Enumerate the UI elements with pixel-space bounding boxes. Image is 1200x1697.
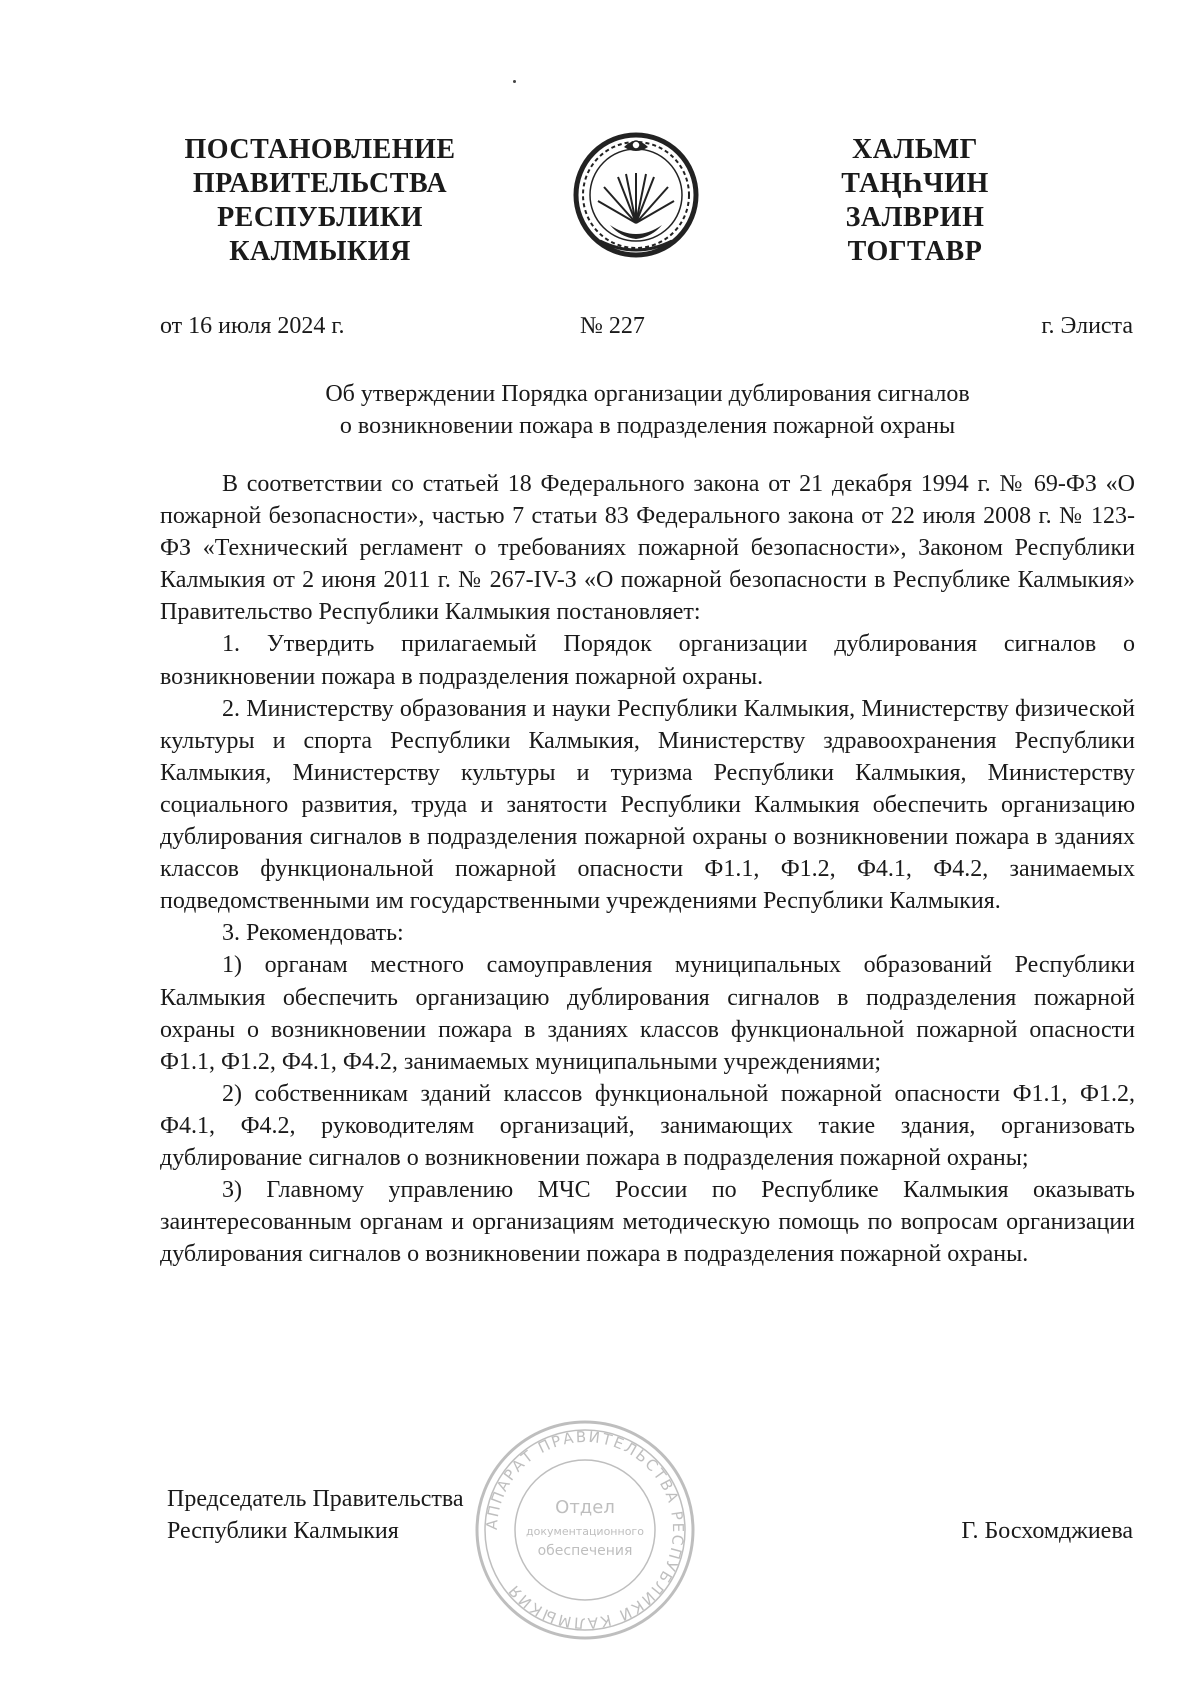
signature-position-line: Республики Калмыкия — [167, 1518, 399, 1544]
header-right-line: ХАЛЬМГ — [852, 134, 978, 165]
header-left-line: ПРАВИТЕЛЬСТВА — [192, 168, 448, 199]
header-kalmyk — [810, 133, 1020, 269]
scan-artifact — [513, 80, 516, 83]
header-russian — [170, 133, 470, 269]
paragraph-item-1: 1. Утвердить прилагаемый Порядок организации дублирования сигналов о возникновении пожара в подразделения пожарной охраны. — [160, 631, 1135, 690]
paragraph-subitem-1: 1) органам местного самоуправления муниципальных образований Республики Калмыкия обеспечить организацию дублирования сигналов в подразделения пожарной охраны о возникновении пожара в зданиях классов функциональной пожарной опасности Ф1.1, Ф1.2, Ф4.1, Ф4.2, занимаемых муниципальными учреждениями; — [160, 952, 1135, 1075]
document-date: от 16 июля 2024 г. — [160, 313, 345, 339]
stamp-center-line: Отдел — [555, 1497, 615, 1518]
office-stamp — [470, 1415, 700, 1645]
paragraph-subitem-2: 2) собственникам зданий классов функциональной пожарной опасности Ф1.1, Ф1.2, Ф4.1, Ф4.2, руководителям организаций, занимающих такие здания, организовать дублирование сигналов о возникновении пожара в подразделения пожарной охраны; — [160, 1080, 1135, 1171]
signature-name: Г. Босхомджиева — [961, 1518, 1133, 1544]
stamp-center-line: документационного — [526, 1525, 644, 1538]
header-right-line: ТОГТАВР — [847, 236, 983, 267]
paragraph-item-3: 3. Рекомендовать: — [222, 920, 404, 947]
header-right-line: ЗАЛВРИН — [845, 202, 985, 233]
header-right-line: ТАҢҺЧИН — [841, 168, 989, 199]
paragraph-item-2: 2. Министерству образования и науки Республики Калмыкия, Министерству физической культуры и спорта Республики Калмыкия, Министерству здравоохранения Республики Калмыкия, Министерству культуры и туризма Республики Калмыкия, Министерству социального развития, труда и занятости Республики Калмыкия обеспечить организацию дублирования сигналов в подразделения пожарной охраны о возникновении пожара в зданиях классов функциональной пожарной опасности Ф1.1, Ф1.2, Ф4.1, Ф4.2, занимаемых подведомственными им государственными учреждениями Республики Калмыкия. — [160, 695, 1135, 915]
header-left-line: ПОСТАНОВЛЕНИЕ — [184, 134, 456, 165]
signature-position-line: Председатель Правительства — [167, 1486, 464, 1512]
document-body — [160, 468, 1135, 1270]
title-line: о возникновении пожара в подразделения пожарной охраны — [339, 413, 956, 439]
paragraph-subitem-3: 3) Главному управлению МЧС России по Республике Калмыкия оказывать заинтересованным органам и организациям методическую помощь по вопросам организации дублирования сигналов о возникновении пожара в подразделения пожарной охраны. — [160, 1177, 1135, 1268]
header-left-line: РЕСПУБЛИКИ — [217, 202, 423, 233]
document-city: г. Элиста — [1041, 313, 1133, 339]
signature-position — [167, 1483, 464, 1547]
stamp-ring-text: АППАРАТ ПРАВИТЕЛЬСТВА РЕСПУБЛИКИ КАЛМЫКИЯ — [482, 1427, 688, 1633]
document-number: № 227 — [580, 313, 645, 339]
coat-of-arms-emblem — [570, 125, 702, 260]
stamp-center-line: обеспечения — [537, 1543, 633, 1559]
header-left-line: КАЛМЫКИЯ — [229, 236, 411, 267]
document-title — [160, 378, 1135, 442]
title-line: Об утверждении Порядка организации дублирования сигналов — [325, 381, 970, 407]
paragraph-preamble: В соответствии со статьей 18 Федерального закона от 21 декабря 1994 г. № 69-ФЗ «О пожарной безопасности», частью 7 статьи 83 Федерального закона от 22 июля 2008 г. № 123-ФЗ «Технический регламент о требованиях пожарной безопасности», Законом Республики Калмыкия от 2 июня 2011 г. № 267-IV-З «О пожарной безопасности в Республике Калмыкия» Правительство Республики Калмыкия постановляет: — [160, 471, 1135, 626]
